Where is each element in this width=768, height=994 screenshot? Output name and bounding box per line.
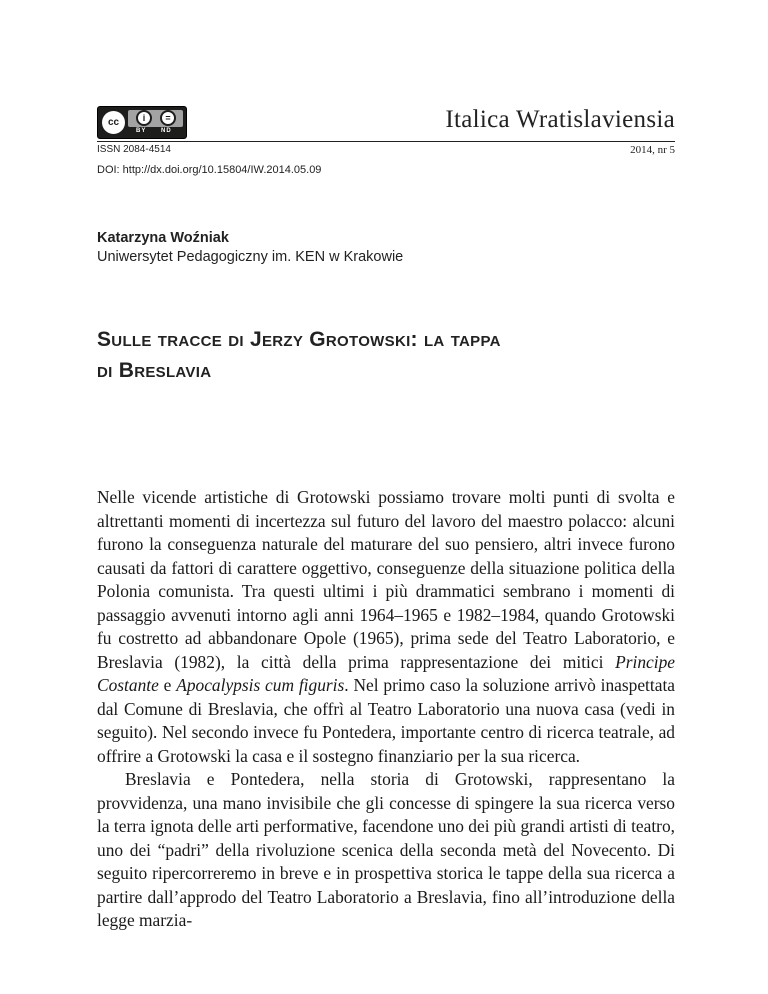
work-title-principe-costante: Principe Costante <box>97 651 675 695</box>
author-name: Katarzyna Woźniak <box>97 230 229 246</box>
no-derivatives-icon: = <box>160 110 176 126</box>
article-body <box>97 486 675 933</box>
paragraph-1-text-c: . Nel primo caso la soluzione arrivò inaspettata dal Comune di Breslavia, che offrì al Teatro Laboratorio una nuova casa (vedi in seguito). Nel secondo invece fu Pontedera, importante centro di ricerca teatrale, ad offrire a Grotowski la casa e il sostegno finanziario per la sua ricerca. <box>97 675 675 766</box>
header-divider <box>97 141 675 142</box>
article-title-line2: di Breslavia <box>97 359 212 382</box>
article-title <box>97 324 677 386</box>
article-title-line1: Sulle tracce di Jerzy Grotowski: la tappa <box>97 328 501 351</box>
issn: ISSN 2084-4514 <box>97 144 171 155</box>
cc-by-label: BY <box>136 128 147 134</box>
journal-title: Italica Wratislaviensia <box>445 106 675 133</box>
issue-info: 2014, nr 5 <box>630 144 675 156</box>
cc-icon: cc <box>100 109 127 136</box>
cc-license-badge[interactable] <box>97 106 187 139</box>
page-header <box>97 100 675 160</box>
author-affiliation: Uniwersytet Pedagogiczny im. KEN w Krakowie <box>97 249 404 265</box>
paragraph-1 <box>97 486 675 768</box>
doi-link[interactable]: DOI: http://dx.doi.org/10.15804/IW.2014.05.09 <box>97 164 322 176</box>
work-title-apocalypsis: Apocalypsis cum figuris <box>176 675 345 695</box>
paragraph-2: Breslavia e Pontedera, nella storia di Grotowski, rappresentano la provvidenza, una mano invisibile che gli concesse di spingere la sua ricerca verso la terra ignota delle arti performative, facendone uno dei più grandi artisti di teatro, uno dei “padri” della rivoluzione scenica della seconda metà del Novecento. Di seguito ripercorreremo in breve e in prospettiva storica le tappe della sua ricerca a partire dall’approdo del Teatro Laboratorio a Breslavia, fino all’introduzione della legge marzia- <box>97 769 676 930</box>
cc-nd-label: ND <box>161 128 172 134</box>
paragraph-1-text-b: e <box>158 675 177 695</box>
attribution-icon: i <box>136 110 152 126</box>
cc-badge-labels <box>134 127 184 137</box>
paragraph-1-text-a: Nelle vicende artistiche di Grotowski possiamo trovare molti punti di svolta e altrettanti momenti di incertezza sul futuro del lavoro del maestro polacco: alcuni furono la conseguenza naturale del maturare del suo pensiero, altri invece furono causati da fattori di carattere oggettivo, conseguenze della situazione politica della Polonia comunista. Tra questi ultimi i più drammatici sembrano i momenti di passaggio avvenuti intorno agli anni 1964–1965 e 1982–1984, quando Grotowski fu costretto ad abbandonare Opole (1965), prima sede del Teatro Laboratorio, e Breslavia (1982), la città della prima rappresentazione dei mitici <box>97 487 675 672</box>
